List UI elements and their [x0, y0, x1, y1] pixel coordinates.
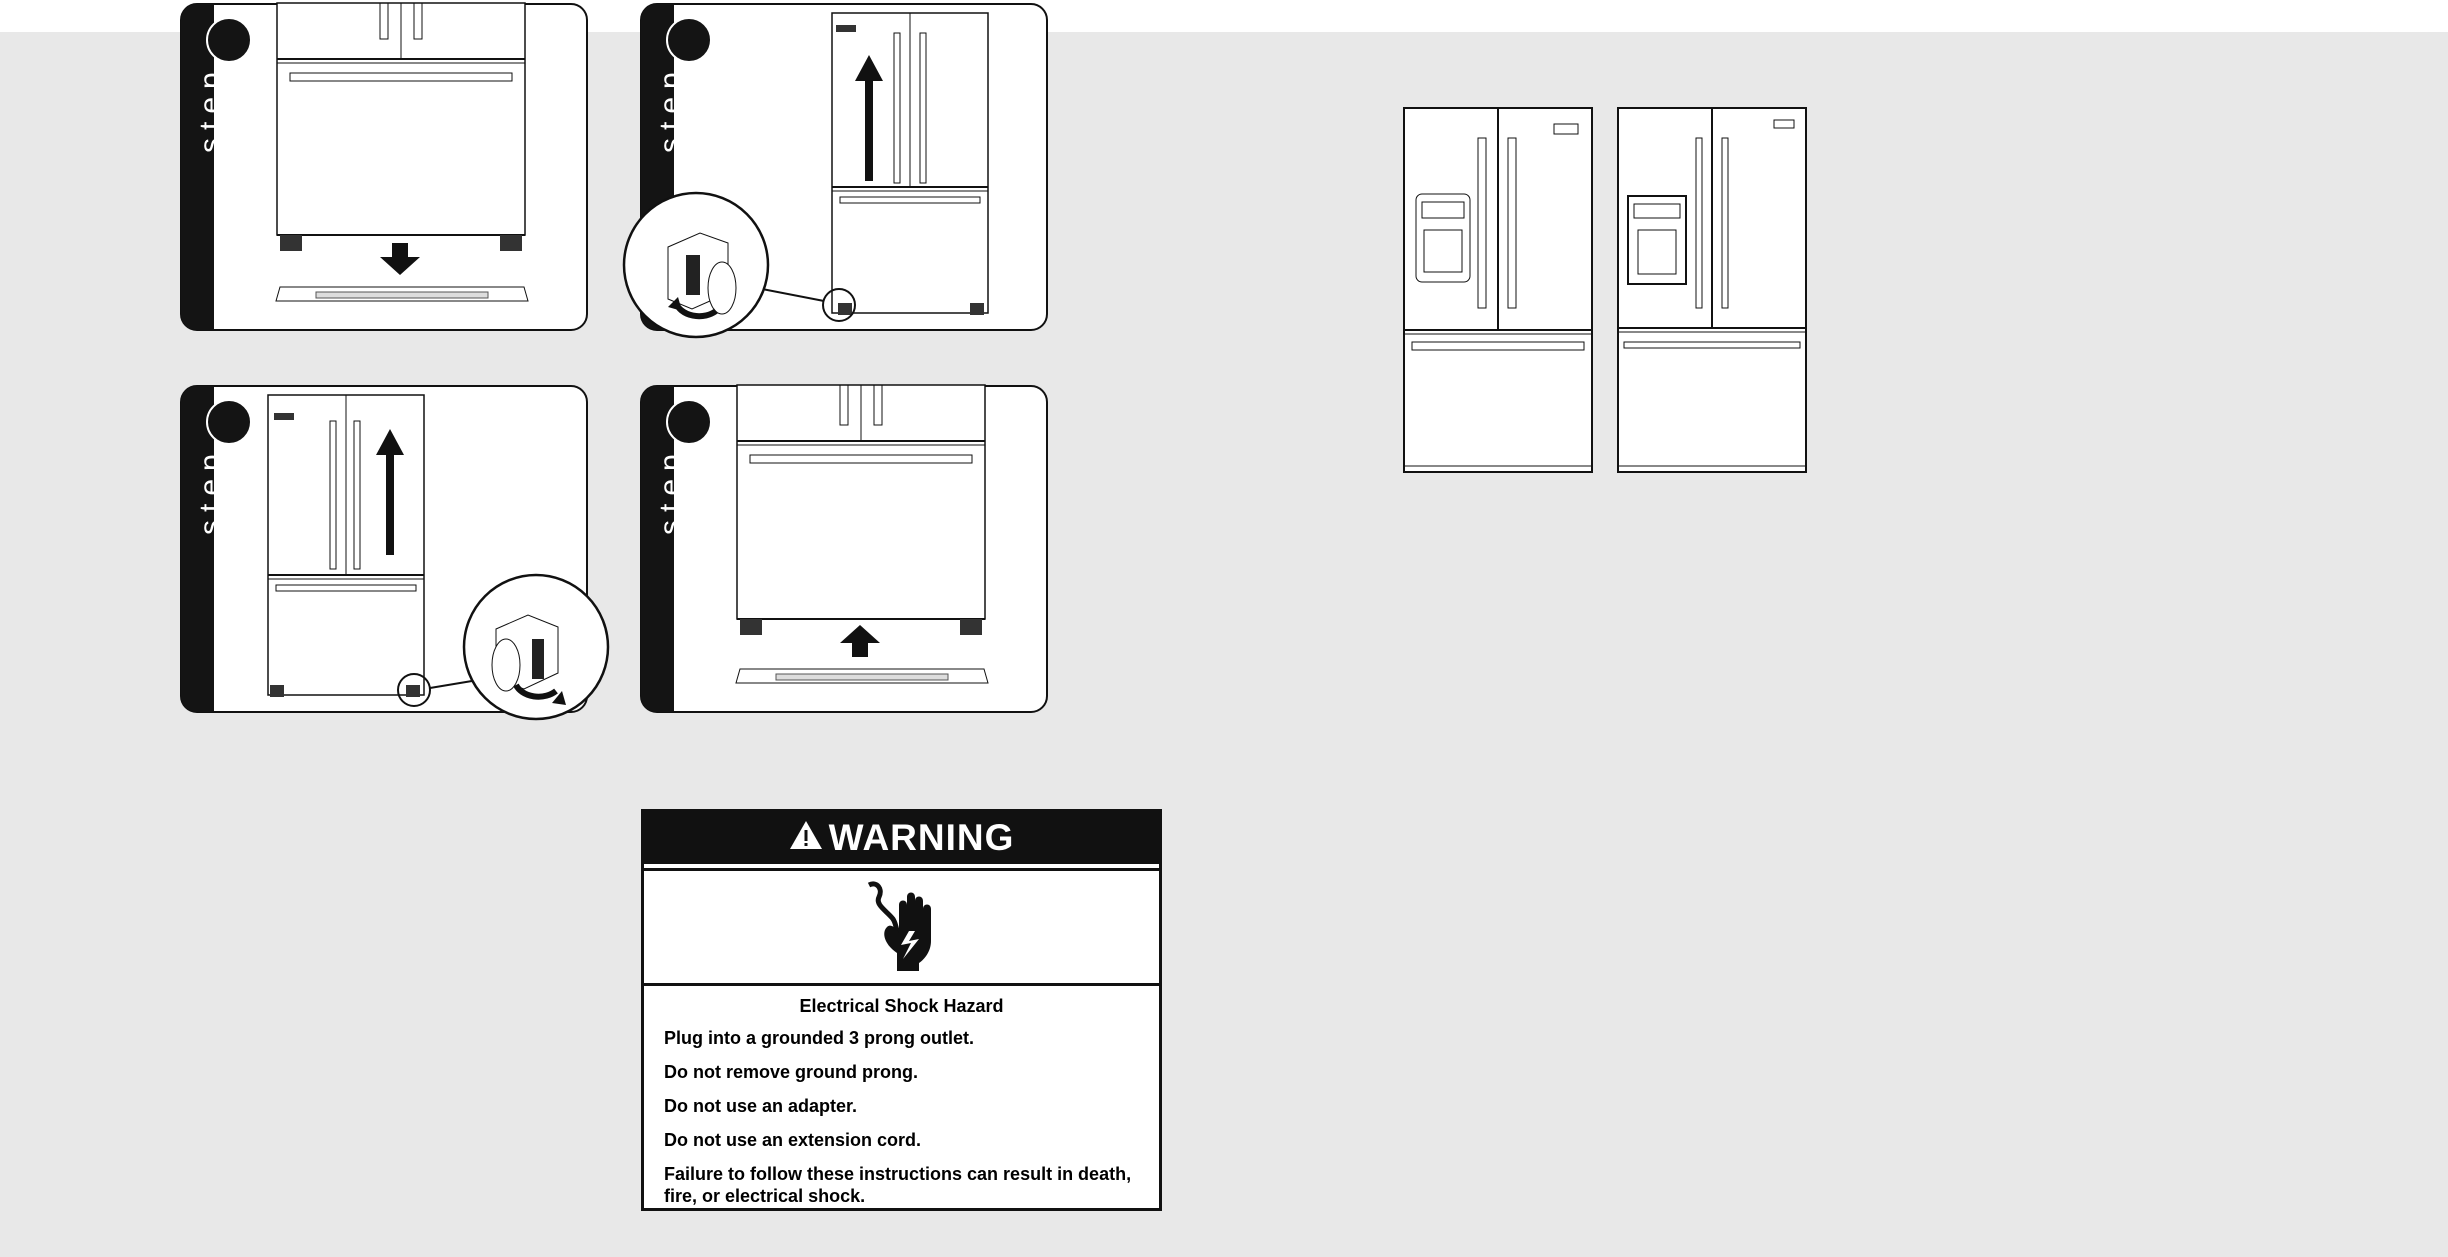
refrigerator-models [1400, 106, 1810, 481]
step-number-badge [206, 17, 252, 63]
fridge-model-a [1404, 108, 1592, 472]
warning-triangle-icon [789, 817, 823, 859]
warning-line: Do not remove ground prong. [664, 1062, 918, 1082]
step-label: step [194, 64, 227, 153]
warning-line: Plug into a grounded 3 prong outlet. [664, 1028, 974, 1048]
step-number-badge [666, 17, 712, 63]
step-panel-3 [180, 385, 588, 713]
step-label: step [654, 64, 687, 153]
hazard-title: Electrical Shock Hazard [799, 996, 1004, 1016]
refrigerator-models-illustration [1400, 106, 1810, 476]
warning-body [644, 986, 1159, 1207]
warning-line: Do not use an adapter. [664, 1096, 858, 1116]
warning-line: Do not use an extension cord. [664, 1130, 922, 1150]
step-panel-4 [640, 385, 1048, 713]
step-number-badge [666, 399, 712, 445]
step-label: step [654, 446, 687, 535]
electric-shock-hand-icon [644, 868, 1159, 986]
step-number-badge [206, 399, 252, 445]
step-panel-2 [640, 3, 1048, 331]
fridge-model-b [1618, 108, 1806, 472]
warning-header-text: WARNING [828, 817, 1015, 858]
step-panel-1 [180, 3, 588, 331]
warning-line: Failure to follow these instructions can result in death, fire, or electrical shock. [664, 1164, 1132, 1206]
warning-box [641, 809, 1162, 1211]
warning-header [644, 812, 1159, 864]
step-label: step [194, 446, 227, 535]
